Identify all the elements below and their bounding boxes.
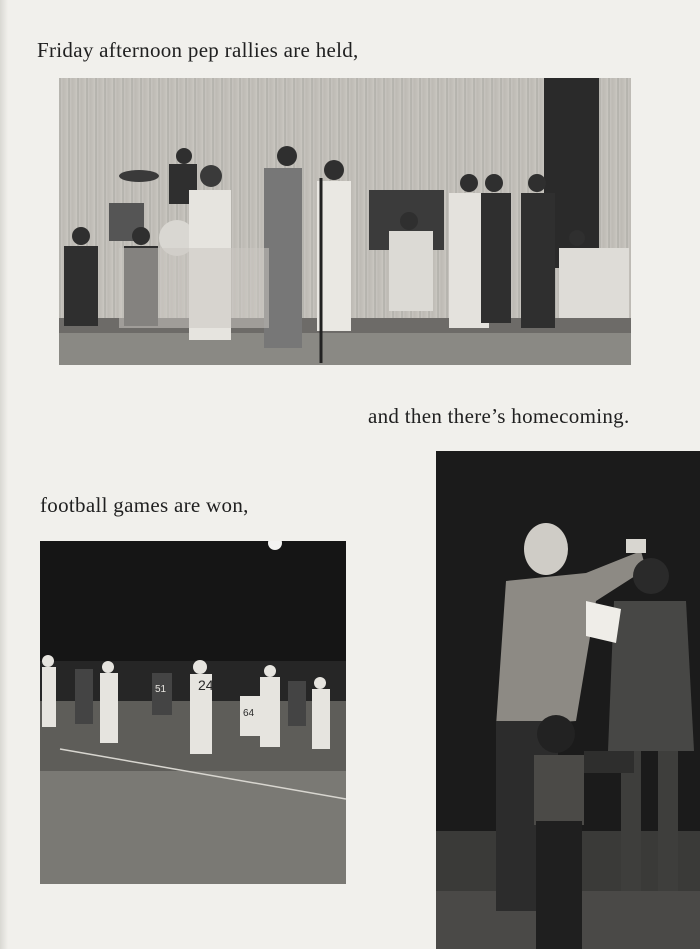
football-photo xyxy=(40,541,346,884)
homecoming-photo xyxy=(436,451,700,949)
pep-rally-photo xyxy=(59,78,631,365)
jersey-number-64: 64 xyxy=(243,708,255,719)
homecoming-caption: and then there’s homecoming. xyxy=(368,404,630,428)
jersey-number-51: 51 xyxy=(155,684,167,695)
football-image xyxy=(40,541,346,884)
binding-edge xyxy=(0,0,8,949)
homecoming-image xyxy=(436,451,700,949)
pep-rally-image xyxy=(59,78,631,365)
football-caption: football games are won, xyxy=(40,493,249,517)
pep-rally-caption: Friday afternoon pep rallies are held, xyxy=(37,38,359,62)
jersey-number-24: 24 xyxy=(198,677,214,693)
